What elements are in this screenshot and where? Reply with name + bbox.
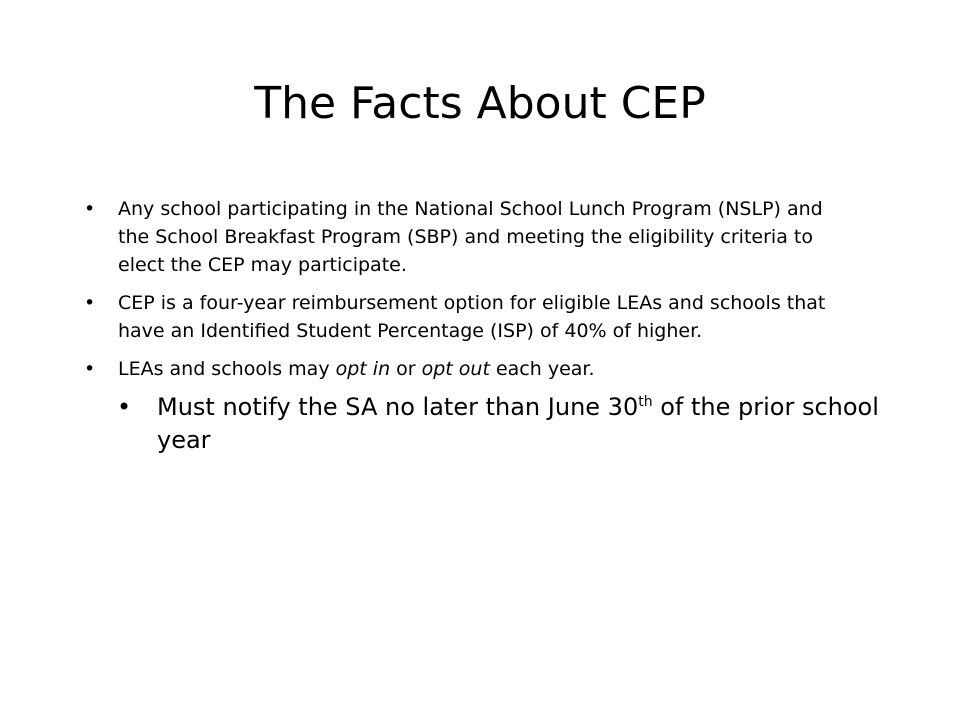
bullet-dot-icon: •: [84, 358, 96, 380]
bullet-item-2: [0, 289, 838, 345]
bullet-item-4: [0, 391, 917, 457]
bullet-dot-icon: •: [117, 393, 132, 421]
superscript-th: th: [638, 394, 653, 410]
bullet-text: Any school participating in the National School Lunch Program (NSLP) and the School Breakfast Program (SBP) and meeting the eligibility criteria to elect the CEP may participate.: [118, 198, 823, 276]
slide-title: The Facts About CEP: [254, 78, 706, 129]
opt-out-emphasis: opt out: [421, 358, 490, 380]
bullet-item-1: [0, 195, 838, 279]
bullet-text-part: or: [390, 358, 422, 380]
bullet-item-3: [0, 355, 838, 383]
bullet-list: [0, 195, 960, 457]
bullet-text-part: each year.: [489, 358, 595, 380]
bullet-text-part: Must notify the SA no later than June 30: [157, 393, 639, 421]
bullet-text: CEP is a four-year reimbursement option for eligible LEAs and schools that have an Identified Student Percentage (ISP) of 40% of higher.: [118, 292, 826, 342]
bullet-dot-icon: •: [84, 292, 96, 314]
bullet-text-part: LEAs and schools may: [118, 358, 336, 380]
opt-in-emphasis: opt in: [335, 358, 391, 380]
bullet-dot-icon: •: [84, 198, 96, 220]
bullet-text-part: of the prior school year: [157, 393, 879, 454]
